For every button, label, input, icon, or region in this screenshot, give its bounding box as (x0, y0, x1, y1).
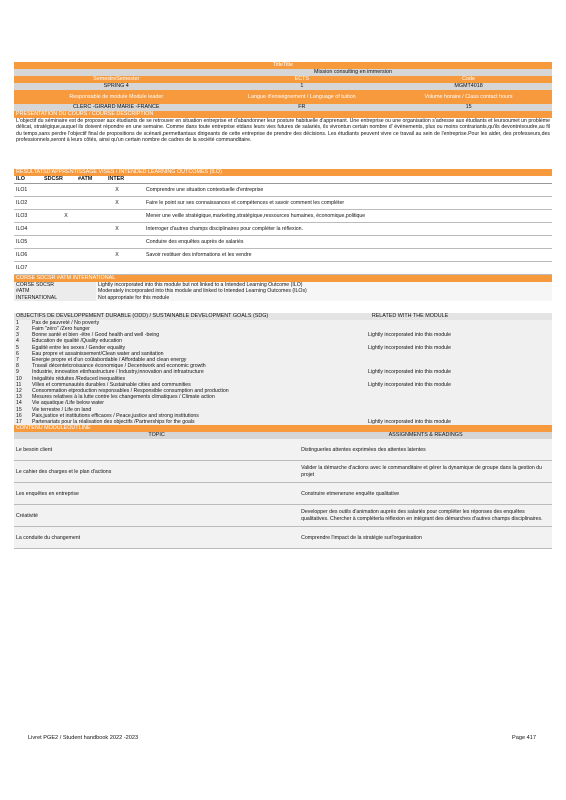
sdg-number: 11 (16, 381, 22, 388)
sdg-number: 17 (16, 419, 22, 426)
col-assignments: ASSIGNMENTS & READINGS (388, 432, 463, 439)
page-footer (28, 735, 536, 741)
title-label: TitleTitle (14, 62, 552, 69)
ilo-atm-mark: X (90, 197, 144, 210)
sdg-text: Bonne santé et bien -être / Good health and well -being (32, 332, 160, 339)
content-row (14, 527, 552, 549)
content-assignment: Distinguerles attentes exprimées des attentes latentes (299, 439, 552, 461)
ilo-code: ILO1 (14, 184, 42, 197)
sdg-number: 14 (16, 400, 22, 407)
sdg-text: Travail décentetcroissance économique / Decentwork and economic growth (32, 363, 206, 370)
language-value: FR (298, 104, 306, 110)
ects-value: 1 (300, 83, 304, 89)
ilo-sdcsr-mark (42, 249, 90, 262)
ilo-atm-mark (90, 210, 144, 223)
ects-label: ECTS (294, 76, 310, 82)
ilo-row (14, 249, 552, 262)
ilo-row (14, 223, 552, 236)
col-topic: TOPIC (148, 432, 165, 439)
content-row (14, 483, 552, 505)
sdg-number: 8 (16, 363, 19, 370)
sdg-text: Vie aquatique /Life below water (32, 400, 105, 407)
content-row (14, 461, 552, 483)
sdg-related: Lightly incorporated into this module (368, 369, 452, 376)
semester-value: SPRING 4 (103, 83, 129, 89)
responsable-value: CLERC -GIRARD MARIE -FRANCE (72, 104, 160, 110)
content-topic: Le cahier des charges et le plan d'actions (14, 461, 299, 483)
ilo-text (144, 262, 552, 275)
outcomes-heading: RESULTATSD'APPRENTISSAGE VISES / INTENDED LEARNING OUTCOMES (ILO) (14, 169, 552, 176)
semester-header-row (14, 76, 552, 83)
sdg-heading-right: RELATED WITH THE MODULE (371, 313, 449, 320)
ilo-sdcsr-mark (42, 197, 90, 210)
content-assignment: Construire etmenerune enquête qualitative (299, 483, 552, 505)
col-atm: #ATM (78, 176, 93, 182)
legend-text: Moderately incorporated into this module and linked to Intended Learning Outcomes (ILOs) (96, 288, 552, 294)
sdg-text: Pas de pauvreté / No poverty (32, 319, 100, 326)
sdg-related: Lightly incorporated into this module (368, 344, 452, 351)
sdg-number: 9 (16, 369, 19, 376)
footer-page-number: Page 417 (512, 735, 536, 741)
ilo-sdcsr-mark (42, 223, 90, 236)
code-value: MGMT4018 (454, 83, 483, 89)
sdg-text: Faim "zéro" /Zero hunger (32, 326, 90, 333)
sdg-text: Villes et communautés durables / Sustainable cities and communities (32, 381, 191, 388)
content-columns (14, 432, 552, 439)
content-topic: Le besoin client (14, 439, 299, 461)
footer-left: Livret PGE2 / Student handbook 2022 -2023 (28, 735, 139, 741)
ilo-text: Mener une veille stratégique,marketing,stratégique,ressources humaines, économique,politique (144, 210, 552, 223)
sdg-text: Consommation etproduction responsables / Responsible consumption and production (32, 388, 229, 395)
ilo-row (14, 236, 552, 249)
ilo-atm-mark: X (90, 249, 144, 262)
ilo-sdcsr-mark (42, 184, 90, 197)
content-topic: Créativité (14, 505, 299, 527)
legend-key: INTERNATIONAL (14, 295, 96, 301)
sdg-number: 2 (16, 326, 19, 333)
legend-text: Lightly incorporated into this module but not linked to a Intended Learning Outcome (ILO) (96, 282, 552, 288)
sdg-related: Lightly incorporated into this module (368, 332, 452, 339)
sdg-text: Inégalités réduites /Reduced inequalities (32, 375, 126, 382)
legend-table (14, 282, 552, 301)
sdg-number: 5 (16, 344, 19, 351)
sdg-number: 1 (16, 319, 19, 326)
ilo-code: ILO3 (14, 210, 42, 223)
semester-value-row (14, 83, 552, 90)
ilo-row (14, 262, 552, 275)
ilo-atm-mark: X (90, 184, 144, 197)
col-inter: INTER (108, 176, 125, 182)
content-assignment: Developper des outils d'animation auprès des salariés pour compléter les réponses des enquêtes qualitatives. Chercher à compléterla réflexion en intégrant des démarches d'autres champs disciplinaires. (299, 505, 552, 527)
legend-heading: CORSE SDCSR #ATM INTERNATIONAL (14, 275, 552, 282)
ilo-atm-mark (90, 236, 144, 249)
ilo-text: Savoir restituer des informations et les vendre (144, 249, 552, 262)
responsable-label: Responsable de module Module leader (69, 93, 164, 100)
volume-value: 15 (465, 104, 472, 110)
sdg-text: Egalité entre les sexes / Gender equality (32, 344, 126, 351)
sdg-number: 3 (16, 332, 19, 339)
sdg-text: Partenariats pour la réalisation des objectifs /Partnerships for the goals (32, 419, 195, 426)
presentation-text: L'objectif du séminaire est de proposer aux étudiants de se retrouver en situation entreprise et d'abandonner leur posture habituelle d'apprenant. Une entreprise ou une organisation s'adresse aux étudiants et leursoumet un problème délicat, stratégique,auquel ils doivent répondre en une semaine. Comme dans toute entreprise etdans leurs vies futures de salariés, ils vivrontun certain nombre d' évènements, plus ou moins contrariants,qu'ils devontrésoudre,au fil du temps,sans perdre l'objectif final de propositions de scénarii,permettantaux dirigeants de cette entreprise de prendre des décisions. Les étudiants peuvent vivre ce travail au sein de l'entreprise.Pour les aider, des professeurs,des professionnels,seront à leurs côtés, ainsi qu'un certain nombre de cadres de la société commanditaire. (16, 118, 550, 144)
sdg-number: 10 (16, 375, 22, 382)
ilo-code: ILO4 (14, 223, 42, 236)
ilo-sdcsr-mark (42, 262, 90, 275)
content-heading: CONTENU MODULEOUTLINE (14, 425, 552, 432)
sdg-number: 15 (16, 406, 22, 413)
ilo-text: Interroger d'autres champs disciplinaires pour compléter la réflexion. (144, 223, 552, 236)
sdg-number: 6 (16, 350, 19, 357)
content-assignment: Comprendre l'impact de la stratégie surl'organisation (299, 527, 552, 549)
title-value: Mission consulting en immersion (14, 69, 552, 76)
legend-key: #ATM (14, 288, 96, 294)
ilo-text: Comprendre une situation contextuelle d'entreprise (144, 184, 552, 197)
sdg-heading-left: OBJECTIFS DE DEVELOPPEMENT DURABLE (ODD) / SUSTAINABLE DEVELOPMENT GOALS (SDG) (16, 313, 269, 320)
content-row (14, 439, 552, 461)
ilo-atm-mark: X (90, 223, 144, 236)
sdg-text: Eau propre et assainissement/Clean water and sanitation (32, 350, 164, 357)
sdg-text: Industrie, innovation etinfrastructure / Industry,innovation and infrastructure (32, 369, 204, 376)
ilo-row (14, 197, 552, 210)
content-topic: Les enquêtes en entreprise (14, 483, 299, 505)
sdg-number: 12 (16, 388, 22, 395)
sdg-related: Lightly incorporated into this module (368, 381, 452, 388)
sdg-table (14, 320, 552, 425)
ilo-row (14, 210, 552, 223)
leader-header-row (14, 90, 552, 104)
sdg-heading-row (14, 313, 552, 320)
leader-value-row (14, 104, 552, 111)
sdg-text: Energie propre et d'un coûtabordable / Affordable and clean energy (32, 357, 187, 364)
code-label: Code (462, 76, 476, 82)
ilo-code: ILO2 (14, 197, 42, 210)
sdg-related: Lightly incorporated into this module (368, 419, 452, 426)
presentation-heading: PRESENTATION DU COURS / COURSE DESCRIPTION (14, 111, 552, 118)
col-ilo: ILO (16, 176, 25, 182)
sdg-text: Vie terrestre / Life on land (32, 406, 92, 413)
sdg-number: 4 (16, 338, 19, 345)
ilo-sdcsr-mark (42, 236, 90, 249)
sdg-number: 16 (16, 412, 22, 419)
content-row (14, 505, 552, 527)
content-table (14, 439, 552, 549)
volume-label: Volume horaire / Class contact hours (424, 93, 513, 100)
col-sdcsr: SDCSR (44, 176, 63, 182)
content-topic: La conduite du changement (14, 527, 299, 549)
sdg-number: 7 (16, 357, 19, 364)
course-sheet (14, 62, 552, 549)
sdg-text: Education de qualité /Quality education (32, 338, 122, 345)
ilo-code: ILO5 (14, 236, 42, 249)
content-assignment: Valider la démarche d'actions avec le commanditaire et gérer la dynamique de groupe dans la gestion du projet (299, 461, 552, 483)
sdg-number: 13 (16, 394, 22, 401)
language-label: Langue d'enseignement / Language of tuition (247, 93, 356, 100)
sdg-text: Paix,justice et institutions efficaces / Peace,justice and strong institutions (32, 412, 199, 419)
ilo-text: Faire le point sur ses connaissances et compétences et savoir comment les compléter (144, 197, 552, 210)
ilo-code: ILO6 (14, 249, 42, 262)
ilo-table (14, 184, 552, 275)
ilo-atm-mark (90, 262, 144, 275)
ilo-code: ILO7 (14, 262, 42, 275)
sdg-text: Mesures relatives à la lutte contre les changements climatiques / Climate action (32, 394, 215, 401)
outcomes-columns (14, 176, 552, 184)
legend-text: Not appropriate for this module (96, 295, 552, 301)
semester-label: SemestreSemester (93, 76, 140, 82)
ilo-row (14, 184, 552, 197)
ilo-text: Conduire des enquêtes auprès de salariés (144, 236, 552, 249)
legend-key: CORSE SDCSR (14, 282, 96, 288)
ilo-sdcsr-mark: X (42, 210, 90, 223)
